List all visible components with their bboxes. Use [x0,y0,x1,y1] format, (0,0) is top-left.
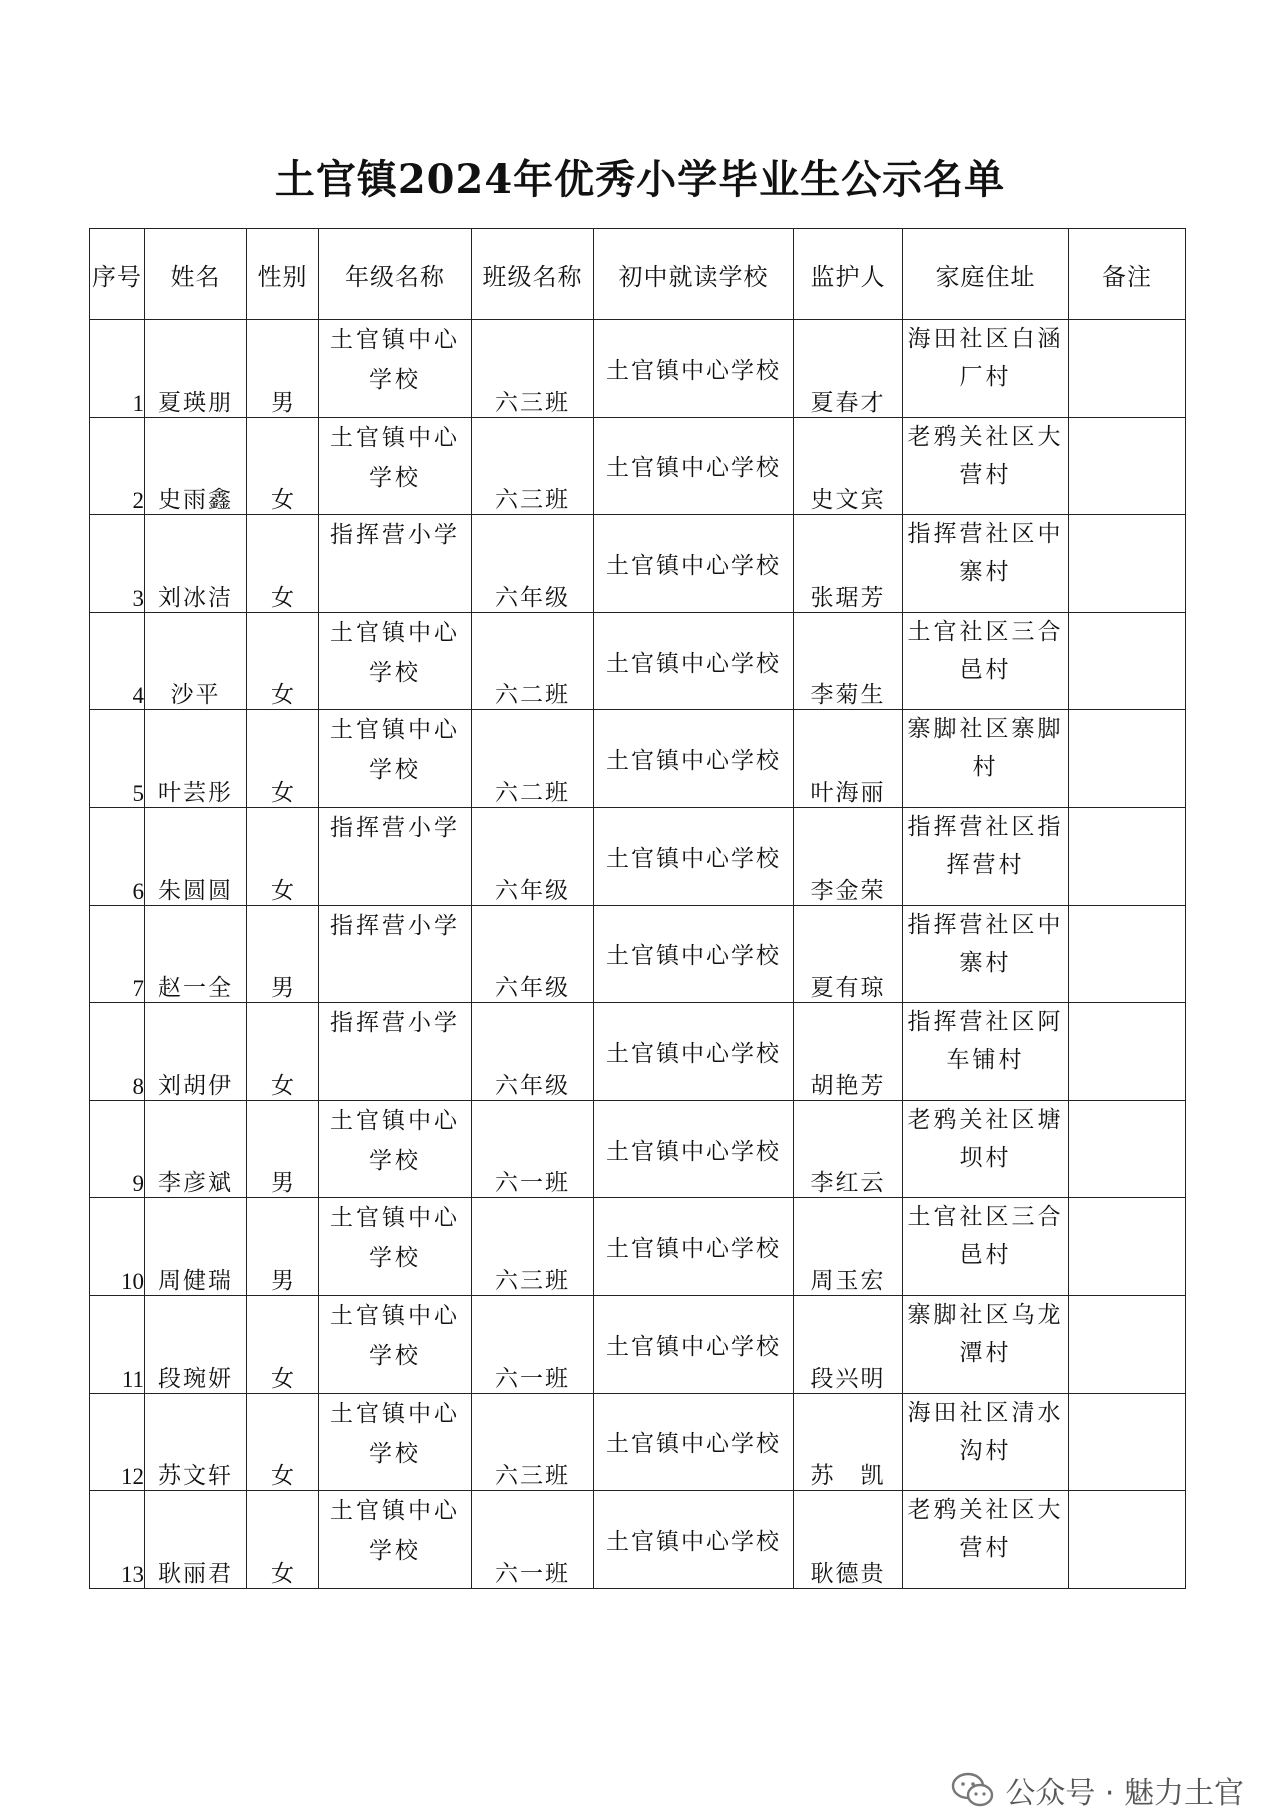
cell-name: 刘冰洁 [145,515,247,613]
cell-no: 8 [90,1003,145,1101]
header-note: 备注 [1069,229,1186,320]
cell-no: 1 [90,320,145,418]
cell-note [1069,1198,1186,1296]
cell-no: 6 [90,807,145,905]
wechat-icon [951,1772,995,1808]
cell-address: 老鸦关社区大营村 [903,1491,1069,1589]
cell-name: 刘胡伊 [145,1003,247,1101]
header-name: 姓名 [145,229,247,320]
header-gender: 性别 [247,229,319,320]
cell-gender: 女 [247,807,319,905]
header-address: 家庭住址 [903,229,1069,320]
cell-grade: 指挥营小学 [319,807,472,905]
table-row [90,1100,1186,1198]
table-header-row [90,229,1186,320]
cell-school: 土官镇中心学校 [594,905,794,1003]
cell-class: 六一班 [472,1491,594,1589]
cell-guardian: 周玉宏 [794,1198,903,1296]
cell-guardian: 李菊生 [794,612,903,710]
cell-grade: 指挥营小学 [319,515,472,613]
cell-class: 六年级 [472,905,594,1003]
cell-gender: 女 [247,1295,319,1393]
cell-no: 4 [90,612,145,710]
header-grade: 年级名称 [319,229,472,320]
table-row [90,417,1186,515]
cell-guardian: 夏有琼 [794,905,903,1003]
header-guardian: 监护人 [794,229,903,320]
cell-gender: 女 [247,1491,319,1589]
cell-class: 六三班 [472,1393,594,1491]
cell-name: 朱圆圆 [145,807,247,905]
cell-guardian: 胡艳芳 [794,1003,903,1101]
table-row [90,905,1186,1003]
cell-grade: 土官镇中心学校 [319,710,472,808]
table-row [90,807,1186,905]
cell-grade: 土官镇中心学校 [319,417,472,515]
cell-note [1069,417,1186,515]
cell-school: 土官镇中心学校 [594,807,794,905]
cell-class: 六年级 [472,1003,594,1101]
cell-note [1069,905,1186,1003]
cell-school: 土官镇中心学校 [594,417,794,515]
cell-class: 六二班 [472,612,594,710]
cell-address: 指挥营社区阿车铺村 [903,1003,1069,1101]
cell-grade: 土官镇中心学校 [319,1198,472,1296]
cell-school: 土官镇中心学校 [594,1003,794,1101]
cell-note [1069,1295,1186,1393]
cell-name: 夏瑛朋 [145,320,247,418]
cell-address: 老鸦关社区大营村 [903,417,1069,515]
cell-name: 苏文轩 [145,1393,247,1491]
header-school: 初中就读学校 [594,229,794,320]
wechat-watermark [951,1768,1244,1812]
cell-address: 指挥营社区指挥营村 [903,807,1069,905]
cell-name: 段琬妍 [145,1295,247,1393]
cell-class: 六一班 [472,1100,594,1198]
cell-grade: 土官镇中心学校 [319,612,472,710]
table-row [90,612,1186,710]
cell-guardian: 耿德贵 [794,1491,903,1589]
cell-note [1069,807,1186,905]
cell-school: 土官镇中心学校 [594,515,794,613]
cell-no: 10 [90,1198,145,1296]
cell-address: 指挥营社区中寨村 [903,515,1069,613]
cell-address: 土官社区三合邑村 [903,1198,1069,1296]
cell-gender: 女 [247,417,319,515]
cell-school: 土官镇中心学校 [594,1198,794,1296]
cell-address: 寨脚社区乌龙潭村 [903,1295,1069,1393]
table-row [90,320,1186,418]
cell-gender: 女 [247,710,319,808]
cell-gender: 男 [247,1100,319,1198]
cell-name: 耿丽君 [145,1491,247,1589]
cell-school: 土官镇中心学校 [594,1393,794,1491]
cell-no: 2 [90,417,145,515]
cell-class: 六三班 [472,1198,594,1296]
cell-class: 六二班 [472,710,594,808]
cell-grade: 指挥营小学 [319,905,472,1003]
table-row [90,515,1186,613]
cell-gender: 男 [247,320,319,418]
cell-note [1069,320,1186,418]
header-no: 序号 [90,229,145,320]
table-row [90,1003,1186,1101]
cell-guardian: 段兴明 [794,1295,903,1393]
cell-name: 史雨鑫 [145,417,247,515]
table-row [90,1295,1186,1393]
cell-class: 六三班 [472,417,594,515]
cell-guardian: 夏春才 [794,320,903,418]
cell-gender: 女 [247,612,319,710]
cell-no: 3 [90,515,145,613]
cell-address: 指挥营社区中寨村 [903,905,1069,1003]
cell-school: 土官镇中心学校 [594,710,794,808]
cell-note [1069,1393,1186,1491]
cell-guardian: 叶海丽 [794,710,903,808]
cell-school: 土官镇中心学校 [594,320,794,418]
cell-no: 12 [90,1393,145,1491]
table-row [90,1393,1186,1491]
roster-table [89,228,1186,1589]
cell-class: 六一班 [472,1295,594,1393]
cell-guardian: 李金荣 [794,807,903,905]
cell-no: 7 [90,905,145,1003]
cell-note [1069,612,1186,710]
header-class: 班级名称 [472,229,594,320]
cell-address: 老鸦关社区塘坝村 [903,1100,1069,1198]
cell-gender: 女 [247,515,319,613]
cell-address: 海田社区白涵厂村 [903,320,1069,418]
cell-no: 5 [90,710,145,808]
table-row [90,710,1186,808]
cell-name: 赵一全 [145,905,247,1003]
cell-class: 六年级 [472,807,594,905]
table-row [90,1491,1186,1589]
cell-guardian: 张琚芳 [794,515,903,613]
cell-address: 寨脚社区寨脚村 [903,710,1069,808]
cell-school: 土官镇中心学校 [594,612,794,710]
cell-no: 11 [90,1295,145,1393]
cell-address: 海田社区清水沟村 [903,1393,1069,1491]
cell-grade: 指挥营小学 [319,1003,472,1101]
table-row [90,1198,1186,1296]
cell-class: 六三班 [472,320,594,418]
cell-name: 沙平 [145,612,247,710]
cell-school: 土官镇中心学校 [594,1491,794,1589]
cell-guardian: 李红云 [794,1100,903,1198]
cell-gender: 女 [247,1003,319,1101]
cell-note [1069,1491,1186,1589]
cell-note [1069,1100,1186,1198]
cell-grade: 土官镇中心学校 [319,320,472,418]
cell-grade: 土官镇中心学校 [319,1491,472,1589]
cell-name: 李彦斌 [145,1100,247,1198]
cell-note [1069,710,1186,808]
cell-gender: 男 [247,1198,319,1296]
cell-name: 叶芸彤 [145,710,247,808]
watermark-text: 公众号 · 魅力土官 [1005,1776,1244,1811]
cell-address: 土官社区三合邑村 [903,612,1069,710]
cell-school: 土官镇中心学校 [594,1295,794,1393]
table-body [90,320,1186,1589]
cell-name: 周健瑞 [145,1198,247,1296]
cell-no: 9 [90,1100,145,1198]
cell-class: 六年级 [472,515,594,613]
cell-note [1069,515,1186,613]
cell-no: 13 [90,1491,145,1589]
cell-guardian: 史文宾 [794,417,903,515]
cell-gender: 女 [247,1393,319,1491]
cell-grade: 土官镇中心学校 [319,1100,472,1198]
cell-gender: 男 [247,905,319,1003]
cell-grade: 土官镇中心学校 [319,1295,472,1393]
cell-grade: 土官镇中心学校 [319,1393,472,1491]
cell-school: 土官镇中心学校 [594,1100,794,1198]
cell-guardian: 苏 凯 [794,1393,903,1491]
cell-note [1069,1003,1186,1101]
document-title: 土官镇2024年优秀小学毕业生公示名单 [274,156,1006,203]
